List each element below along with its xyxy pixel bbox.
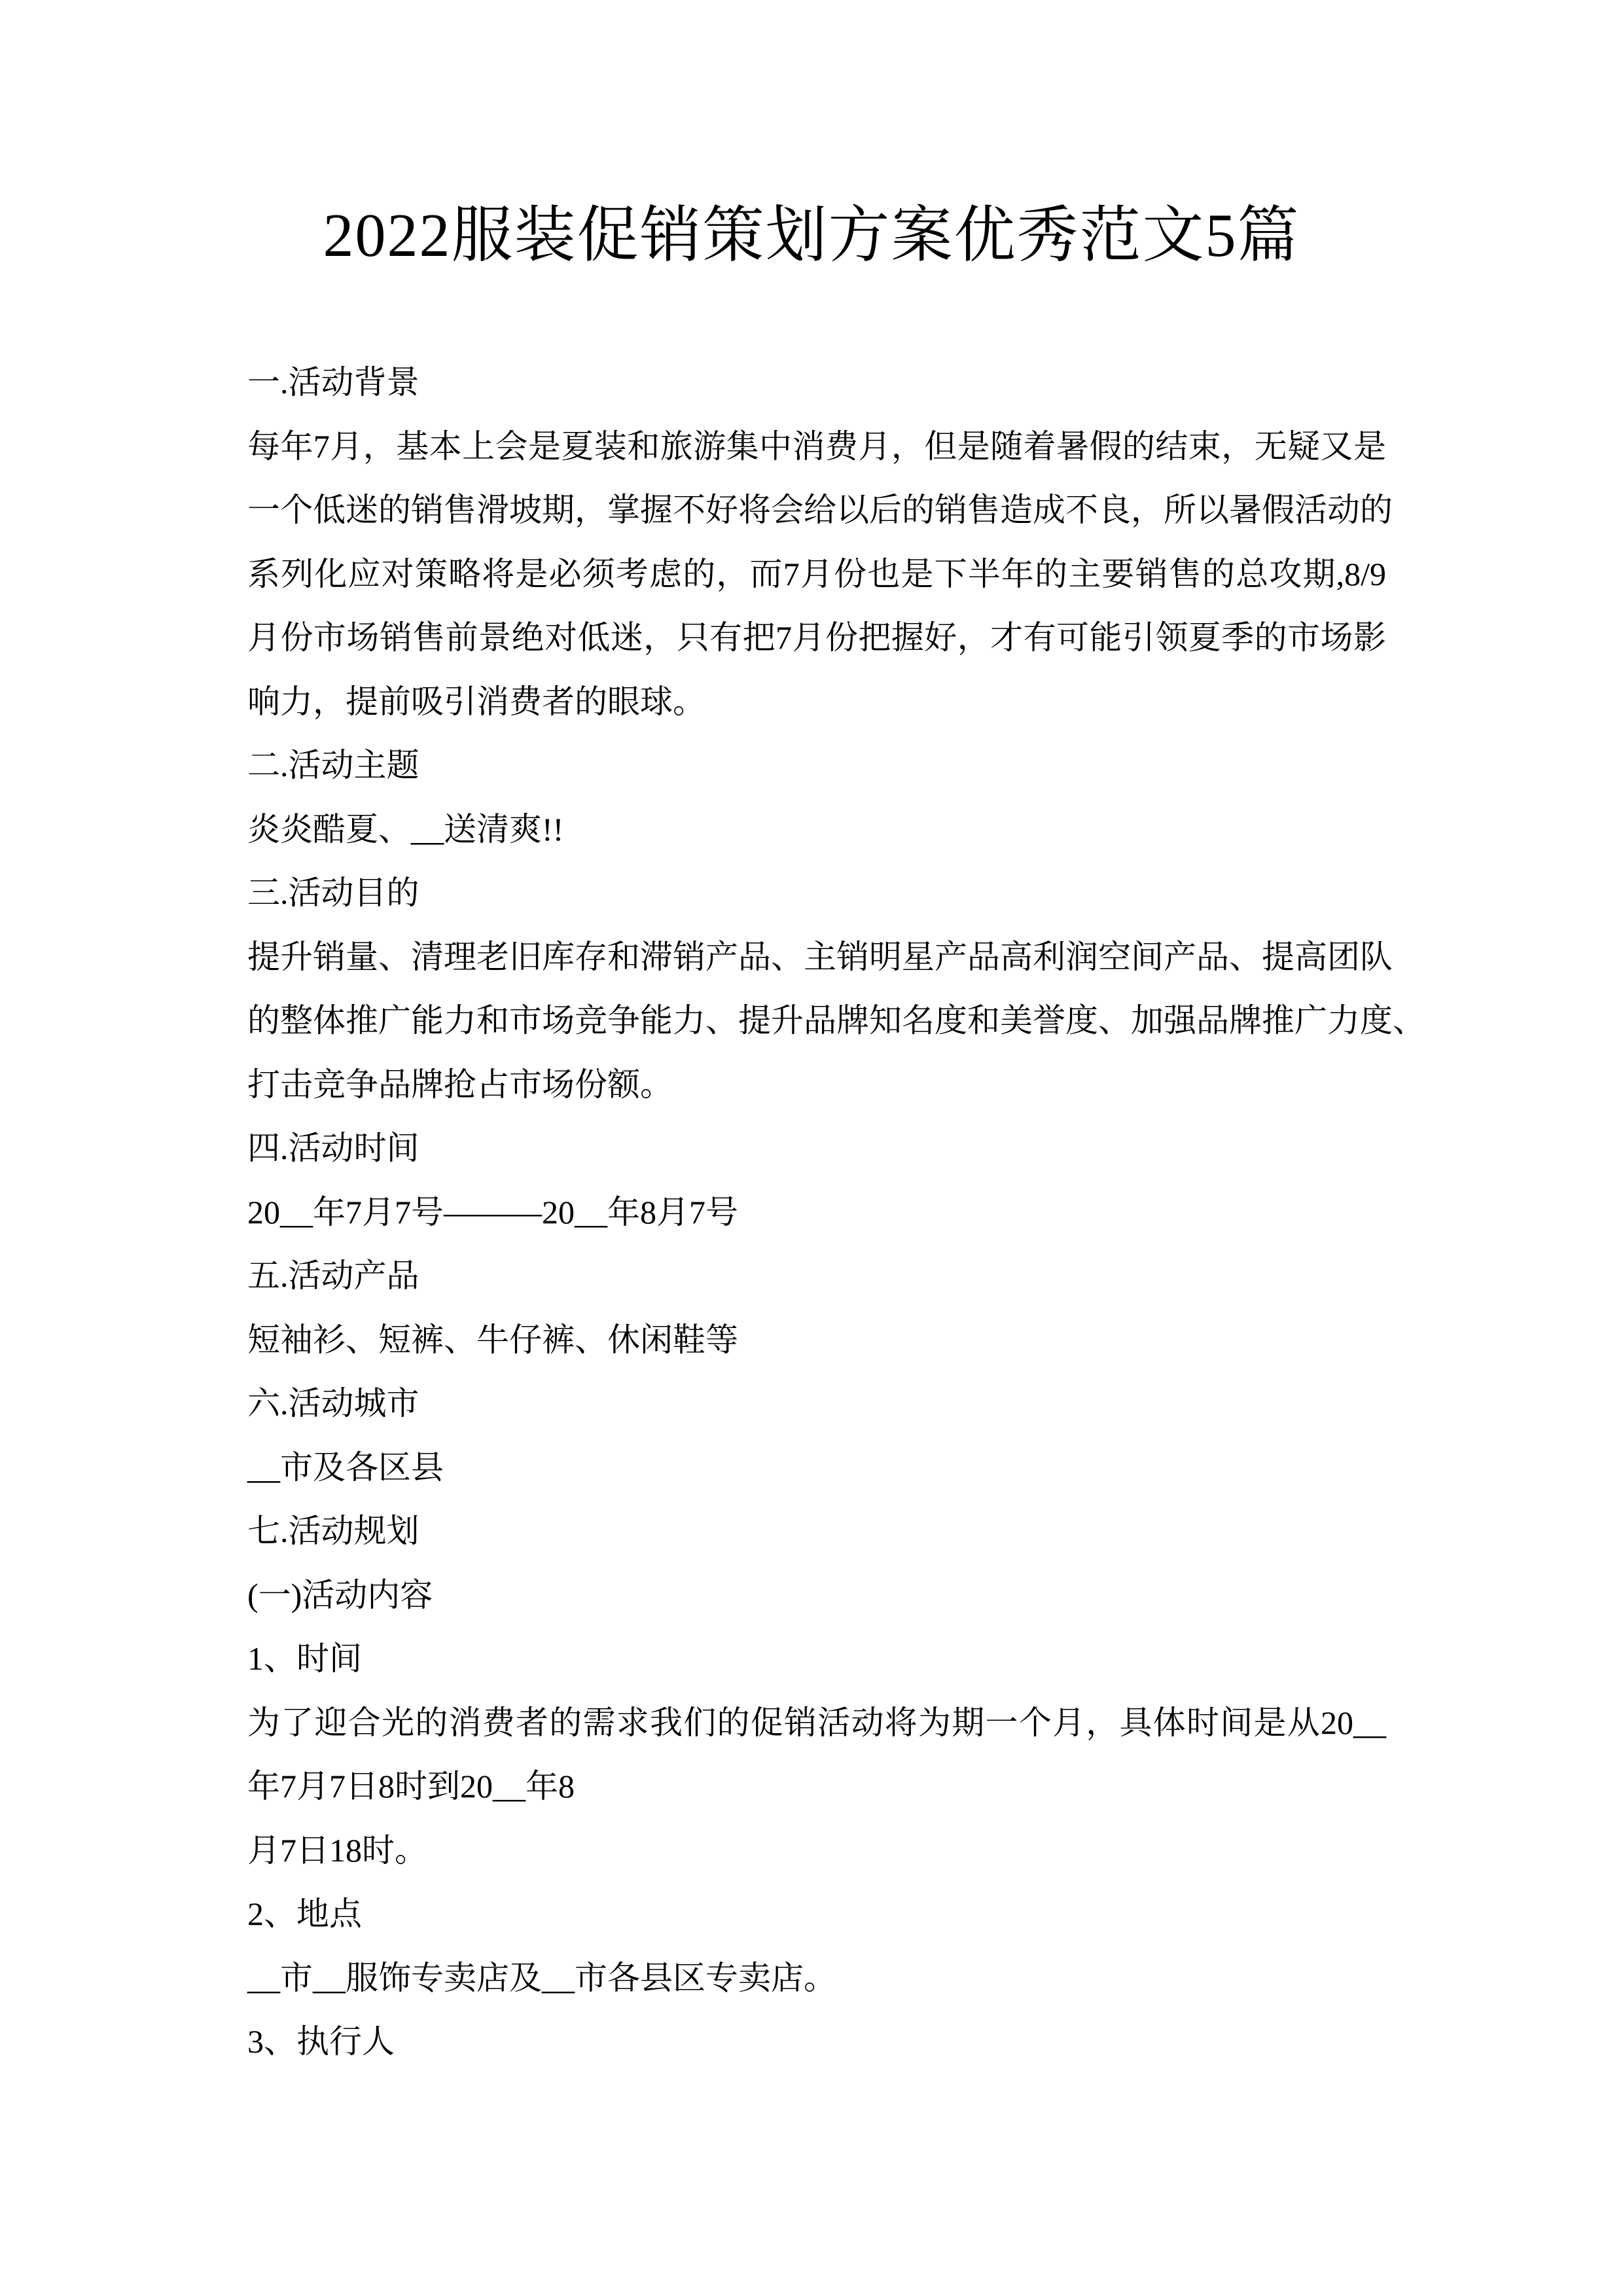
section-heading-purpose: 三.活动目的 bbox=[247, 874, 419, 911]
subheading-content: (一)活动内容 bbox=[247, 1576, 433, 1613]
document-body bbox=[247, 351, 1425, 2074]
section-heading-theme: 二.活动主题 bbox=[247, 747, 419, 783]
section-heading-products: 五.活动产品 bbox=[247, 1257, 419, 1294]
subheading-location: 2、地点 bbox=[247, 1895, 362, 1932]
section-heading-background: 一.活动背景 bbox=[247, 364, 419, 401]
document-title: 2022服装促销策划方案优秀范文5篇 bbox=[323, 202, 1300, 270]
paragraph-line: 系列化应对策略将是必须考虑的，而7月份也是下半年的主要销售的总攻期,8/9 bbox=[247, 555, 1386, 592]
paragraph-line: 打击竞争品牌抢占市场份额。 bbox=[247, 1066, 673, 1103]
paragraph-line: 炎炎酷夏、__送清爽!! bbox=[247, 810, 564, 848]
paragraph-line: 短袖衫、短裤、牛仔裤、休闲鞋等 bbox=[247, 1321, 738, 1358]
paragraph-line: __市__服饰专卖店及__市各县区专卖店。 bbox=[247, 1959, 836, 1996]
paragraph-line: 月7日18时。 bbox=[247, 1831, 427, 1869]
paragraph-line: 响力，提前吸引消费者的眼球。 bbox=[247, 683, 705, 720]
section-heading-time: 四.活动时间 bbox=[247, 1130, 419, 1166]
section-heading-planning: 七.活动规划 bbox=[247, 1513, 419, 1549]
paragraph-line: 一个低迷的销售滑坡期，掌握不好将会给以后的销售造成不良，所以暑假活动的 bbox=[247, 492, 1393, 528]
paragraph-line: 的整体推广能力和市场竞争能力、提升品牌知名度和美誉度、加强品牌推广力度、 bbox=[247, 1002, 1425, 1039]
section-heading-city: 六.活动城市 bbox=[247, 1385, 419, 1422]
subheading-time: 1、时间 bbox=[247, 1640, 362, 1677]
paragraph-line: 每年7月，基本上会是夏装和旅游集中消费月，但是随着暑假的结束，无疑又是 bbox=[247, 427, 1386, 465]
paragraph-line: 年7月7日8时到20__年8 bbox=[247, 1768, 575, 1804]
paragraph-line: 月份市场销售前景绝对低迷，只有把7月份把握好，才有可能引领夏季的市场影 bbox=[247, 619, 1386, 656]
subheading-executor: 3、执行人 bbox=[247, 2023, 395, 2060]
paragraph-line: 提升销量、清理老旧库存和滞销产品、主销明星产品高利润空间产品、提高团队 bbox=[247, 938, 1393, 975]
paragraph-line: 为了迎合光的消费者的需求我们的促销活动将为期一个月，具体时间是从20__ bbox=[247, 1704, 1386, 1741]
paragraph-line: __市及各区县 bbox=[247, 1448, 444, 1486]
paragraph-line: 20__年7月7号———20__年8月7号 bbox=[247, 1193, 738, 1230]
